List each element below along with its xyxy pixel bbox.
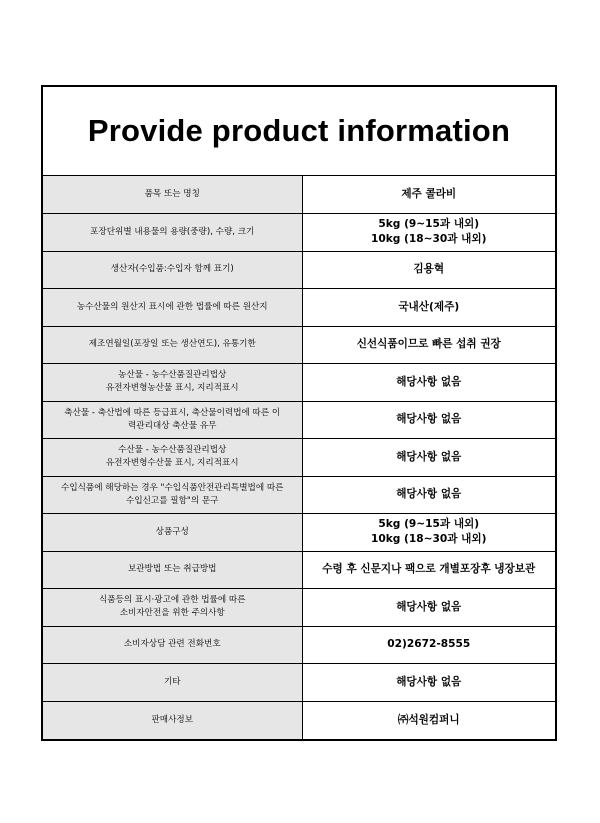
row-label-line: 소비자안전을 위한 주의사항 bbox=[119, 608, 225, 619]
row-value bbox=[302, 176, 555, 214]
row-value bbox=[302, 626, 555, 664]
row-value bbox=[302, 551, 555, 589]
row-label bbox=[43, 251, 302, 289]
row-value-line: 5kg (9~15과 내외) bbox=[378, 518, 480, 531]
row-label-line: 제조연월일(포장일 또는 생산연도), 유통기한 bbox=[88, 339, 256, 350]
row-value bbox=[302, 364, 555, 402]
row-value bbox=[302, 701, 555, 739]
row-value bbox=[302, 326, 555, 364]
row-label bbox=[43, 626, 302, 664]
row-label-line: 포장단위별 내용물의 용량(중량), 수량, 크기 bbox=[90, 226, 255, 237]
row-label bbox=[43, 176, 302, 214]
row-value bbox=[302, 514, 555, 552]
row-value-line: 신선식품이므로 빠른 섭취 권장 bbox=[356, 338, 501, 351]
row-value-line: ㈜석원컴퍼니 bbox=[397, 713, 460, 726]
row-label-line: 판매사정보 bbox=[151, 714, 193, 725]
row-label bbox=[43, 439, 302, 477]
row-value-line: 해당사항 없음 bbox=[396, 600, 462, 613]
row-label-line: 수입신고를 필함"의 문구 bbox=[126, 495, 219, 506]
product-info-rows bbox=[43, 176, 555, 739]
row-label-line: 상품구성 bbox=[155, 526, 189, 537]
row-label-line: 보관방법 또는 취급방법 bbox=[128, 564, 217, 575]
row-value-line: 10kg (18~30과 내외) bbox=[371, 233, 487, 246]
row-label-line: 소비자상담 관련 전화번호 bbox=[123, 639, 221, 650]
row-value bbox=[302, 214, 555, 252]
table-row bbox=[43, 664, 555, 702]
table-row bbox=[43, 401, 555, 439]
row-value-line: 02)2672-8555 bbox=[387, 638, 471, 651]
table-row bbox=[43, 251, 555, 289]
row-label bbox=[43, 551, 302, 589]
row-value-line: 김용혁 bbox=[413, 263, 445, 276]
row-label bbox=[43, 289, 302, 327]
table-row bbox=[43, 439, 555, 477]
product-info-table bbox=[43, 176, 555, 739]
table-row bbox=[43, 289, 555, 327]
row-value-line: 5kg (9~15과 내외) bbox=[378, 218, 480, 231]
row-label bbox=[43, 326, 302, 364]
row-label-line: 력관리대상 축산물 유무 bbox=[128, 420, 217, 431]
row-label bbox=[43, 364, 302, 402]
table-row bbox=[43, 626, 555, 664]
row-label-line: 유전자변형농산물 표시, 지리적표시 bbox=[105, 383, 239, 394]
row-label bbox=[43, 476, 302, 514]
row-value bbox=[302, 589, 555, 627]
row-value bbox=[302, 664, 555, 702]
row-value-line: 제주 콜라비 bbox=[401, 188, 457, 200]
row-label bbox=[43, 514, 302, 552]
table-row bbox=[43, 589, 555, 627]
row-label-line: 생산자(수입품:수입자 함께 표기) bbox=[110, 264, 234, 275]
row-label-line: 농수산물의 원산지 표시에 관한 법률에 따른 원산지 bbox=[76, 301, 268, 312]
row-value bbox=[302, 251, 555, 289]
table-row bbox=[43, 701, 555, 739]
row-value bbox=[302, 289, 555, 327]
row-value-line: 국내산(제주) bbox=[398, 300, 460, 313]
row-value bbox=[302, 439, 555, 477]
row-value-line: 해당사항 없음 bbox=[396, 450, 462, 463]
row-label-line: 수산물 - 농수산품질관리법상 bbox=[118, 445, 227, 456]
row-value-line: 해당사항 없음 bbox=[396, 375, 462, 388]
row-label bbox=[43, 589, 302, 627]
row-label-line: 수입식품에 해당하는 경우 "수입식품안전관리특별법에 따른 bbox=[61, 482, 284, 493]
row-label-line: 축산물 - 축산법에 따른 등급표시, 축산물이력법에 따른 이 bbox=[64, 407, 281, 418]
row-label bbox=[43, 701, 302, 739]
page-title: Provide product information bbox=[43, 87, 555, 176]
row-value bbox=[302, 401, 555, 439]
table-row bbox=[43, 551, 555, 589]
row-value-line: 10kg (18~30과 내외) bbox=[371, 533, 487, 546]
row-label-line: 품목 또는 명칭 bbox=[144, 189, 200, 199]
row-label-line: 농산물 - 농수산품질관리법상 bbox=[118, 370, 227, 381]
table-row bbox=[43, 476, 555, 514]
table-row bbox=[43, 514, 555, 552]
row-label bbox=[43, 401, 302, 439]
table-row bbox=[43, 214, 555, 252]
row-label-line: 유전자변형수산물 표시, 지리적표시 bbox=[105, 458, 239, 469]
row-value-line: 해당사항 없음 bbox=[396, 413, 462, 426]
row-value-line: 해당사항 없음 bbox=[396, 488, 462, 501]
row-label-line: 식품등의 표시·광고에 관한 법률에 따른 bbox=[99, 595, 246, 606]
row-label bbox=[43, 664, 302, 702]
row-value-line: 해당사항 없음 bbox=[396, 675, 462, 688]
table-row bbox=[43, 326, 555, 364]
row-value bbox=[302, 476, 555, 514]
row-value-line: 수령 후 신문지나 팩으로 개별포장후 냉장보관 bbox=[322, 563, 536, 576]
product-info-sheet bbox=[41, 85, 557, 741]
table-row bbox=[43, 364, 555, 402]
row-label-line: 기타 bbox=[163, 676, 181, 687]
table-row bbox=[43, 176, 555, 214]
row-label bbox=[43, 214, 302, 252]
